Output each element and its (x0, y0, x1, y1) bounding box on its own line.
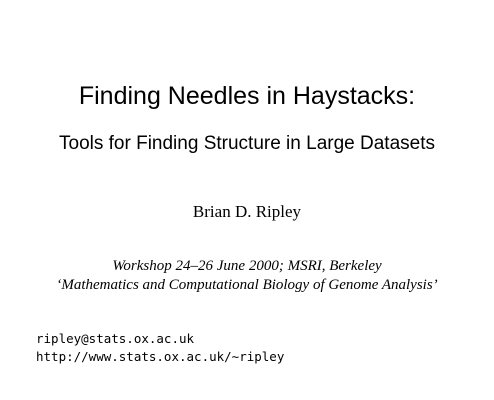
author-url: http://www.stats.ox.ac.uk/∼ripley (36, 349, 285, 364)
slide-subtitle: Tools for Finding Structure in Large Datasets (59, 133, 435, 154)
slide-title: Finding Needles in Haystacks: (78, 82, 416, 110)
author-email: ripley@stats.ox.ac.uk (36, 331, 195, 346)
workshop-info: Workshop 24–26 June 2000; MSRI, Berkeley (112, 258, 382, 274)
author-name: Brian D. Ripley (192, 202, 302, 221)
workshop-theme: ‘Mathematics and Computational Biology of Genome Analysis’ (56, 277, 438, 293)
